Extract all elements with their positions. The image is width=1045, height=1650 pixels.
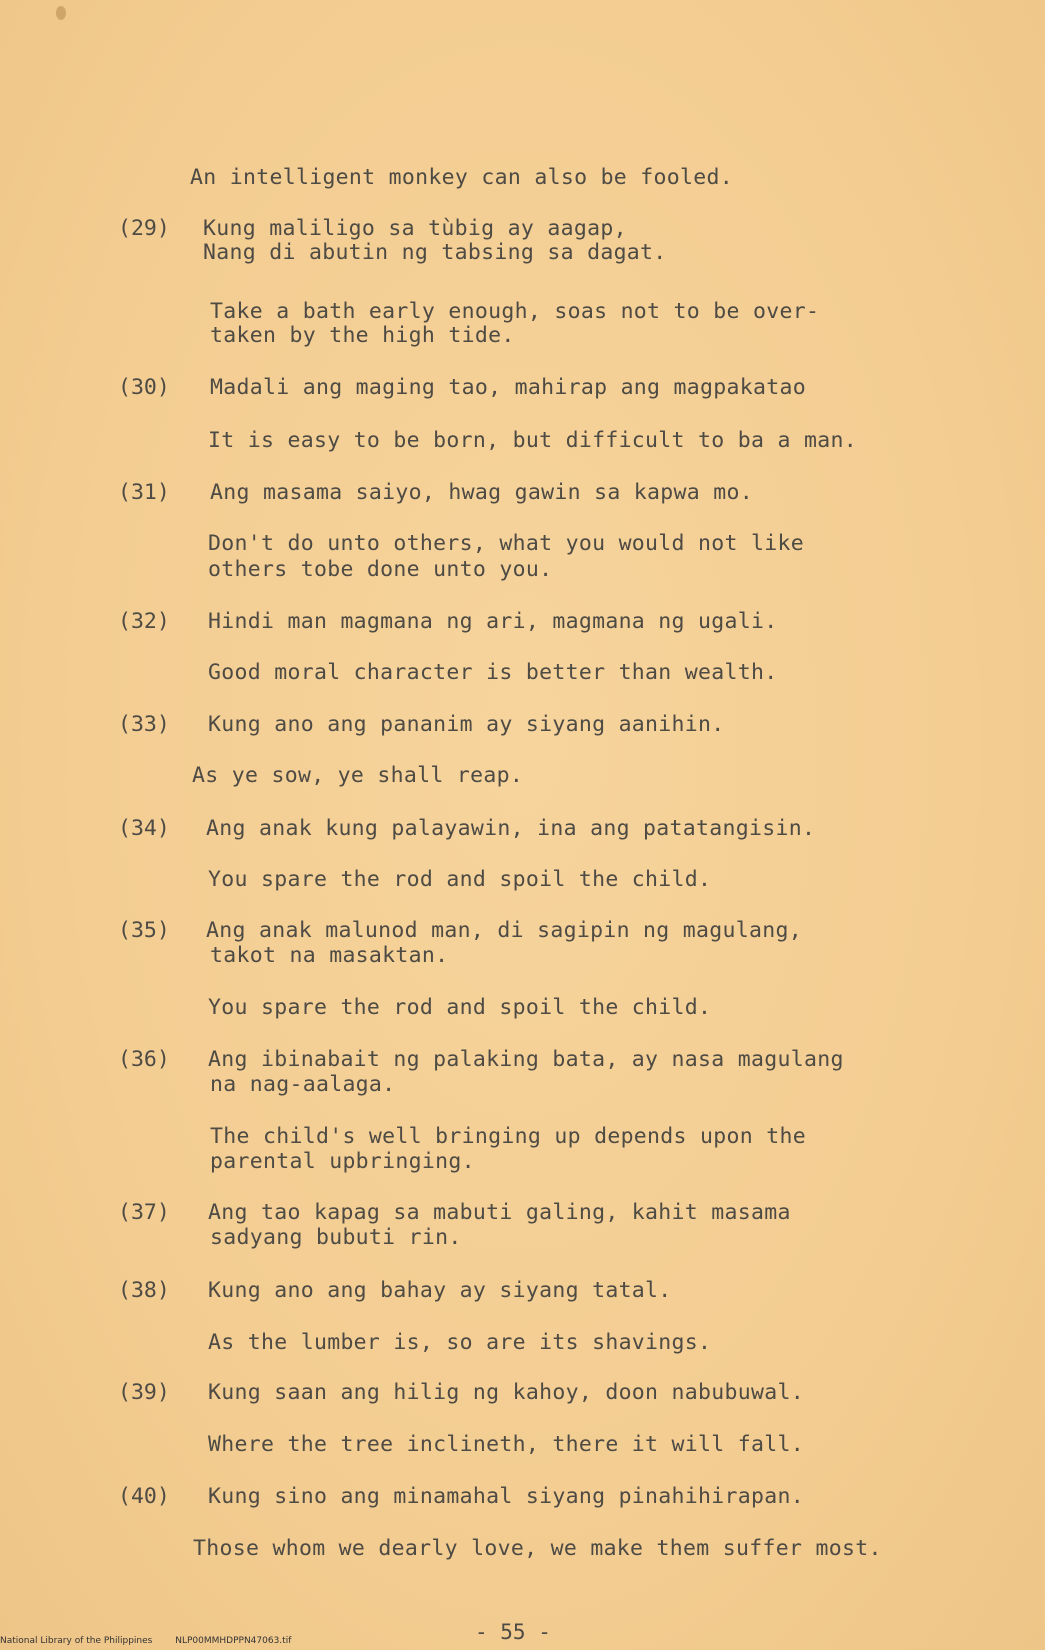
tagalog-line: Kung saan ang hilig ng kahoy, doon nabubuwal.: [208, 1380, 804, 1405]
english-line: You spare the rod and spoil the child.: [208, 995, 712, 1020]
english-line: You spare the rod and spoil the child.: [208, 867, 712, 892]
english-line: Where the tree inclineth, there it will fall.: [208, 1432, 804, 1457]
proverb-number: (35): [118, 918, 170, 943]
tagalog-line: na nag-aalaga.: [210, 1072, 396, 1097]
tagalog-line: Ang anak malunod man, di sagipin ng magulang,: [206, 918, 802, 943]
tagalog-line: Ang masama saiyo, hwag gawin sa kapwa mo.: [210, 480, 754, 505]
proverb-number: (36): [118, 1047, 170, 1072]
english-line: Take a bath early enough, soas not to be over-: [210, 299, 820, 324]
proverb-number: (33): [118, 712, 170, 737]
tagalog-line: Ang ibinabait ng palaking bata, ay nasa magulang: [208, 1047, 844, 1072]
tagalog-line: Kung ano ang pananim ay siyang aanihin.: [208, 712, 725, 737]
english-line: others tobe done unto you.: [208, 557, 553, 582]
tagalog-line: sadyang bubuti rin.: [210, 1225, 462, 1250]
english-line: Those whom we dearly love, we make them suffer most.: [193, 1536, 882, 1561]
proverb-number: (40): [118, 1484, 170, 1509]
tagalog-line: Madali ang maging tao, mahirap ang magpakatao: [210, 375, 806, 400]
english-line: parental upbringing.: [210, 1149, 475, 1174]
intro-line: An intelligent monkey can also be fooled.: [190, 165, 734, 190]
ink-speck: [56, 6, 66, 20]
proverb-number: (31): [118, 480, 170, 505]
english-line: Don't do unto others, what you would not like: [208, 531, 804, 556]
english-line: Good moral character is better than wealth.: [208, 660, 778, 685]
proverb-number: (34): [118, 816, 170, 841]
library-label: National Library of the Philippines: [0, 1636, 153, 1646]
english-line: taken by the high tide.: [210, 323, 515, 348]
proverb-number: (37): [118, 1200, 170, 1225]
file-label: NLP00MMHDPPN47063.tif: [175, 1636, 292, 1646]
proverb-number: (39): [118, 1380, 170, 1405]
tagalog-line: Nang di abutin ng tabsing sa dagat.: [203, 240, 667, 265]
page-number: - 55 -: [475, 1620, 551, 1644]
tagalog-line: Kung maliligo sa tùbig ay aagap,: [203, 216, 627, 241]
tagalog-line: Ang tao kapag sa mabuti galing, kahit masama: [208, 1200, 791, 1225]
tagalog-line: takot na masaktan.: [210, 943, 449, 968]
english-line: As the lumber is, so are its shavings.: [208, 1330, 712, 1355]
english-line: As ye sow, ye shall reap.: [192, 763, 524, 788]
english-line: The child's well bringing up depends upon the: [210, 1124, 806, 1149]
tagalog-line: Hindi man magmana ng ari, magmana ng ugali.: [208, 609, 778, 634]
proverb-number: (30): [118, 375, 170, 400]
tagalog-line: Kung ano ang bahay ay siyang tatal.: [208, 1278, 672, 1303]
tagalog-line: Kung sino ang minamahal siyang pinahihirapan.: [208, 1484, 804, 1509]
proverb-number: (38): [118, 1278, 170, 1303]
english-line: It is easy to be born, but difficult to ba a man.: [208, 428, 857, 453]
tagalog-line: Ang anak kung palayawin, ina ang patatangisin.: [206, 816, 816, 841]
proverb-number: (29): [118, 216, 170, 241]
proverb-number: (32): [118, 609, 170, 634]
scan-footer: [0, 1636, 311, 1646]
